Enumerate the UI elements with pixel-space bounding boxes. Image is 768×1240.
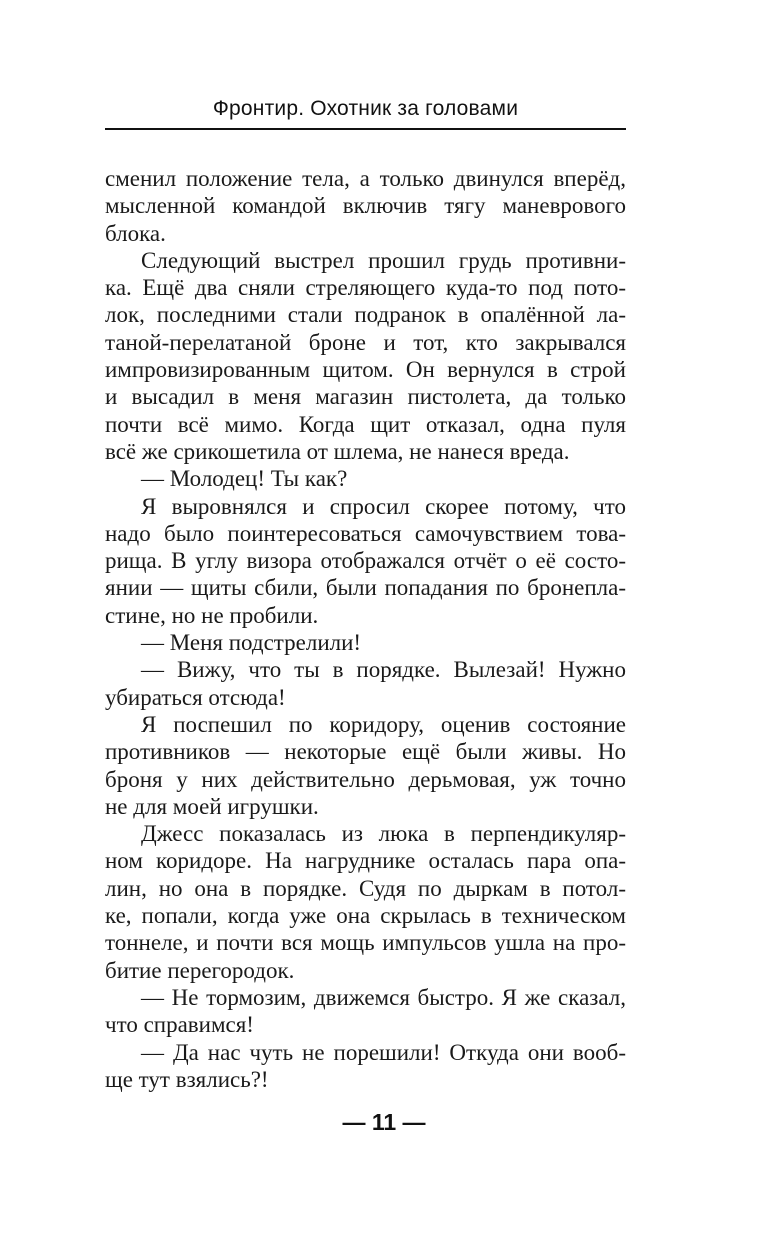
text-line: ном коридоре. На нагруднике осталась пара опа- bbox=[105, 848, 626, 874]
text-line: Джесс показалась из люка в перпендикуляр- bbox=[141, 821, 626, 847]
text-line: почти всё мимо. Когда щит отказал, одна пуля bbox=[105, 411, 626, 437]
text-line: блока. bbox=[105, 220, 166, 246]
text-line: — Меня подстрелили! bbox=[141, 630, 362, 656]
text-line: надо было поинтересоваться самочувствием това- bbox=[105, 520, 626, 546]
paragraph bbox=[105, 465, 626, 492]
text-line: битие перегородок. bbox=[105, 957, 295, 983]
text-line: лок, последними стали подранок в опалённой ла- bbox=[105, 302, 626, 328]
text-line: что справимся! bbox=[105, 1012, 254, 1038]
text-line: тоннеле, и почти вся мощь импульсов ушла на про- bbox=[105, 930, 626, 956]
text-line: янии — щиты сбили, были попадания по бронепла- bbox=[105, 575, 626, 601]
text-line: броня у них действительно дерьмовая, уж точно bbox=[105, 766, 626, 792]
page-number: — 11 — bbox=[342, 1109, 426, 1135]
paragraph bbox=[105, 984, 626, 1039]
paragraph bbox=[105, 247, 626, 465]
running-head: Фронтир. Охотник за головами bbox=[212, 97, 519, 120]
paragraph bbox=[105, 820, 626, 984]
text-line: не для моей игрушки. bbox=[105, 793, 319, 819]
paragraph bbox=[105, 711, 626, 820]
text-line: ще тут взялись?! bbox=[105, 1066, 269, 1092]
text-line: таной-перелатаной броне и тот, кто закрывался bbox=[105, 329, 626, 355]
header-rule bbox=[105, 128, 626, 130]
text-line: Следующий выстрел прошил грудь противни- bbox=[141, 247, 626, 273]
text-line: — Молодец! Ты как? bbox=[141, 466, 348, 492]
text-line: сменил положение тела, а только двинулся вперёд, bbox=[105, 166, 626, 191]
text-line: — Вижу, что ты в порядке. Вылезай! Нужно bbox=[141, 657, 626, 683]
text-line: Я выровнялся и спросил скорее потому, что bbox=[141, 493, 626, 519]
text-line: ке, попали, когда уже она скрылась в техническом bbox=[105, 903, 626, 929]
text-line: рища. В углу визора отображался отчёт о её состо- bbox=[105, 548, 626, 574]
text-line: ка. Ещё два сняли стреляющего куда-то под пото- bbox=[105, 275, 626, 301]
text-line: мысленной командой включив тягу маневрового bbox=[105, 193, 626, 219]
text-line: убираться отсюда! bbox=[105, 684, 286, 710]
paragraph bbox=[105, 493, 626, 629]
text-line: — Да нас чуть не порешили! Откуда они вооб- bbox=[141, 1039, 626, 1065]
text-line: импровизированным щитом. Он вернулся в строй bbox=[105, 357, 626, 383]
paragraph bbox=[105, 165, 626, 247]
text-line: — Не тормозим, движемся быстро. Я же сказал, bbox=[141, 984, 626, 1010]
text-line: и высадил в меня магазин пистолета, да только bbox=[105, 384, 626, 410]
body-text bbox=[105, 165, 626, 1093]
text-line: стине, но не пробили. bbox=[105, 602, 319, 628]
paragraph bbox=[105, 1039, 626, 1094]
paragraph bbox=[105, 629, 626, 656]
text-line: лин, но она в порядке. Судя по дыркам в потол- bbox=[105, 875, 626, 901]
text-line: Я поспешил по коридору, оценив состояние bbox=[141, 711, 626, 737]
paragraph bbox=[105, 656, 626, 711]
text-line: противников — некоторые ещё были живы. Но bbox=[105, 739, 626, 765]
text-line: всё же срикошетила от шлема, не нанеся вреда. bbox=[105, 438, 570, 464]
